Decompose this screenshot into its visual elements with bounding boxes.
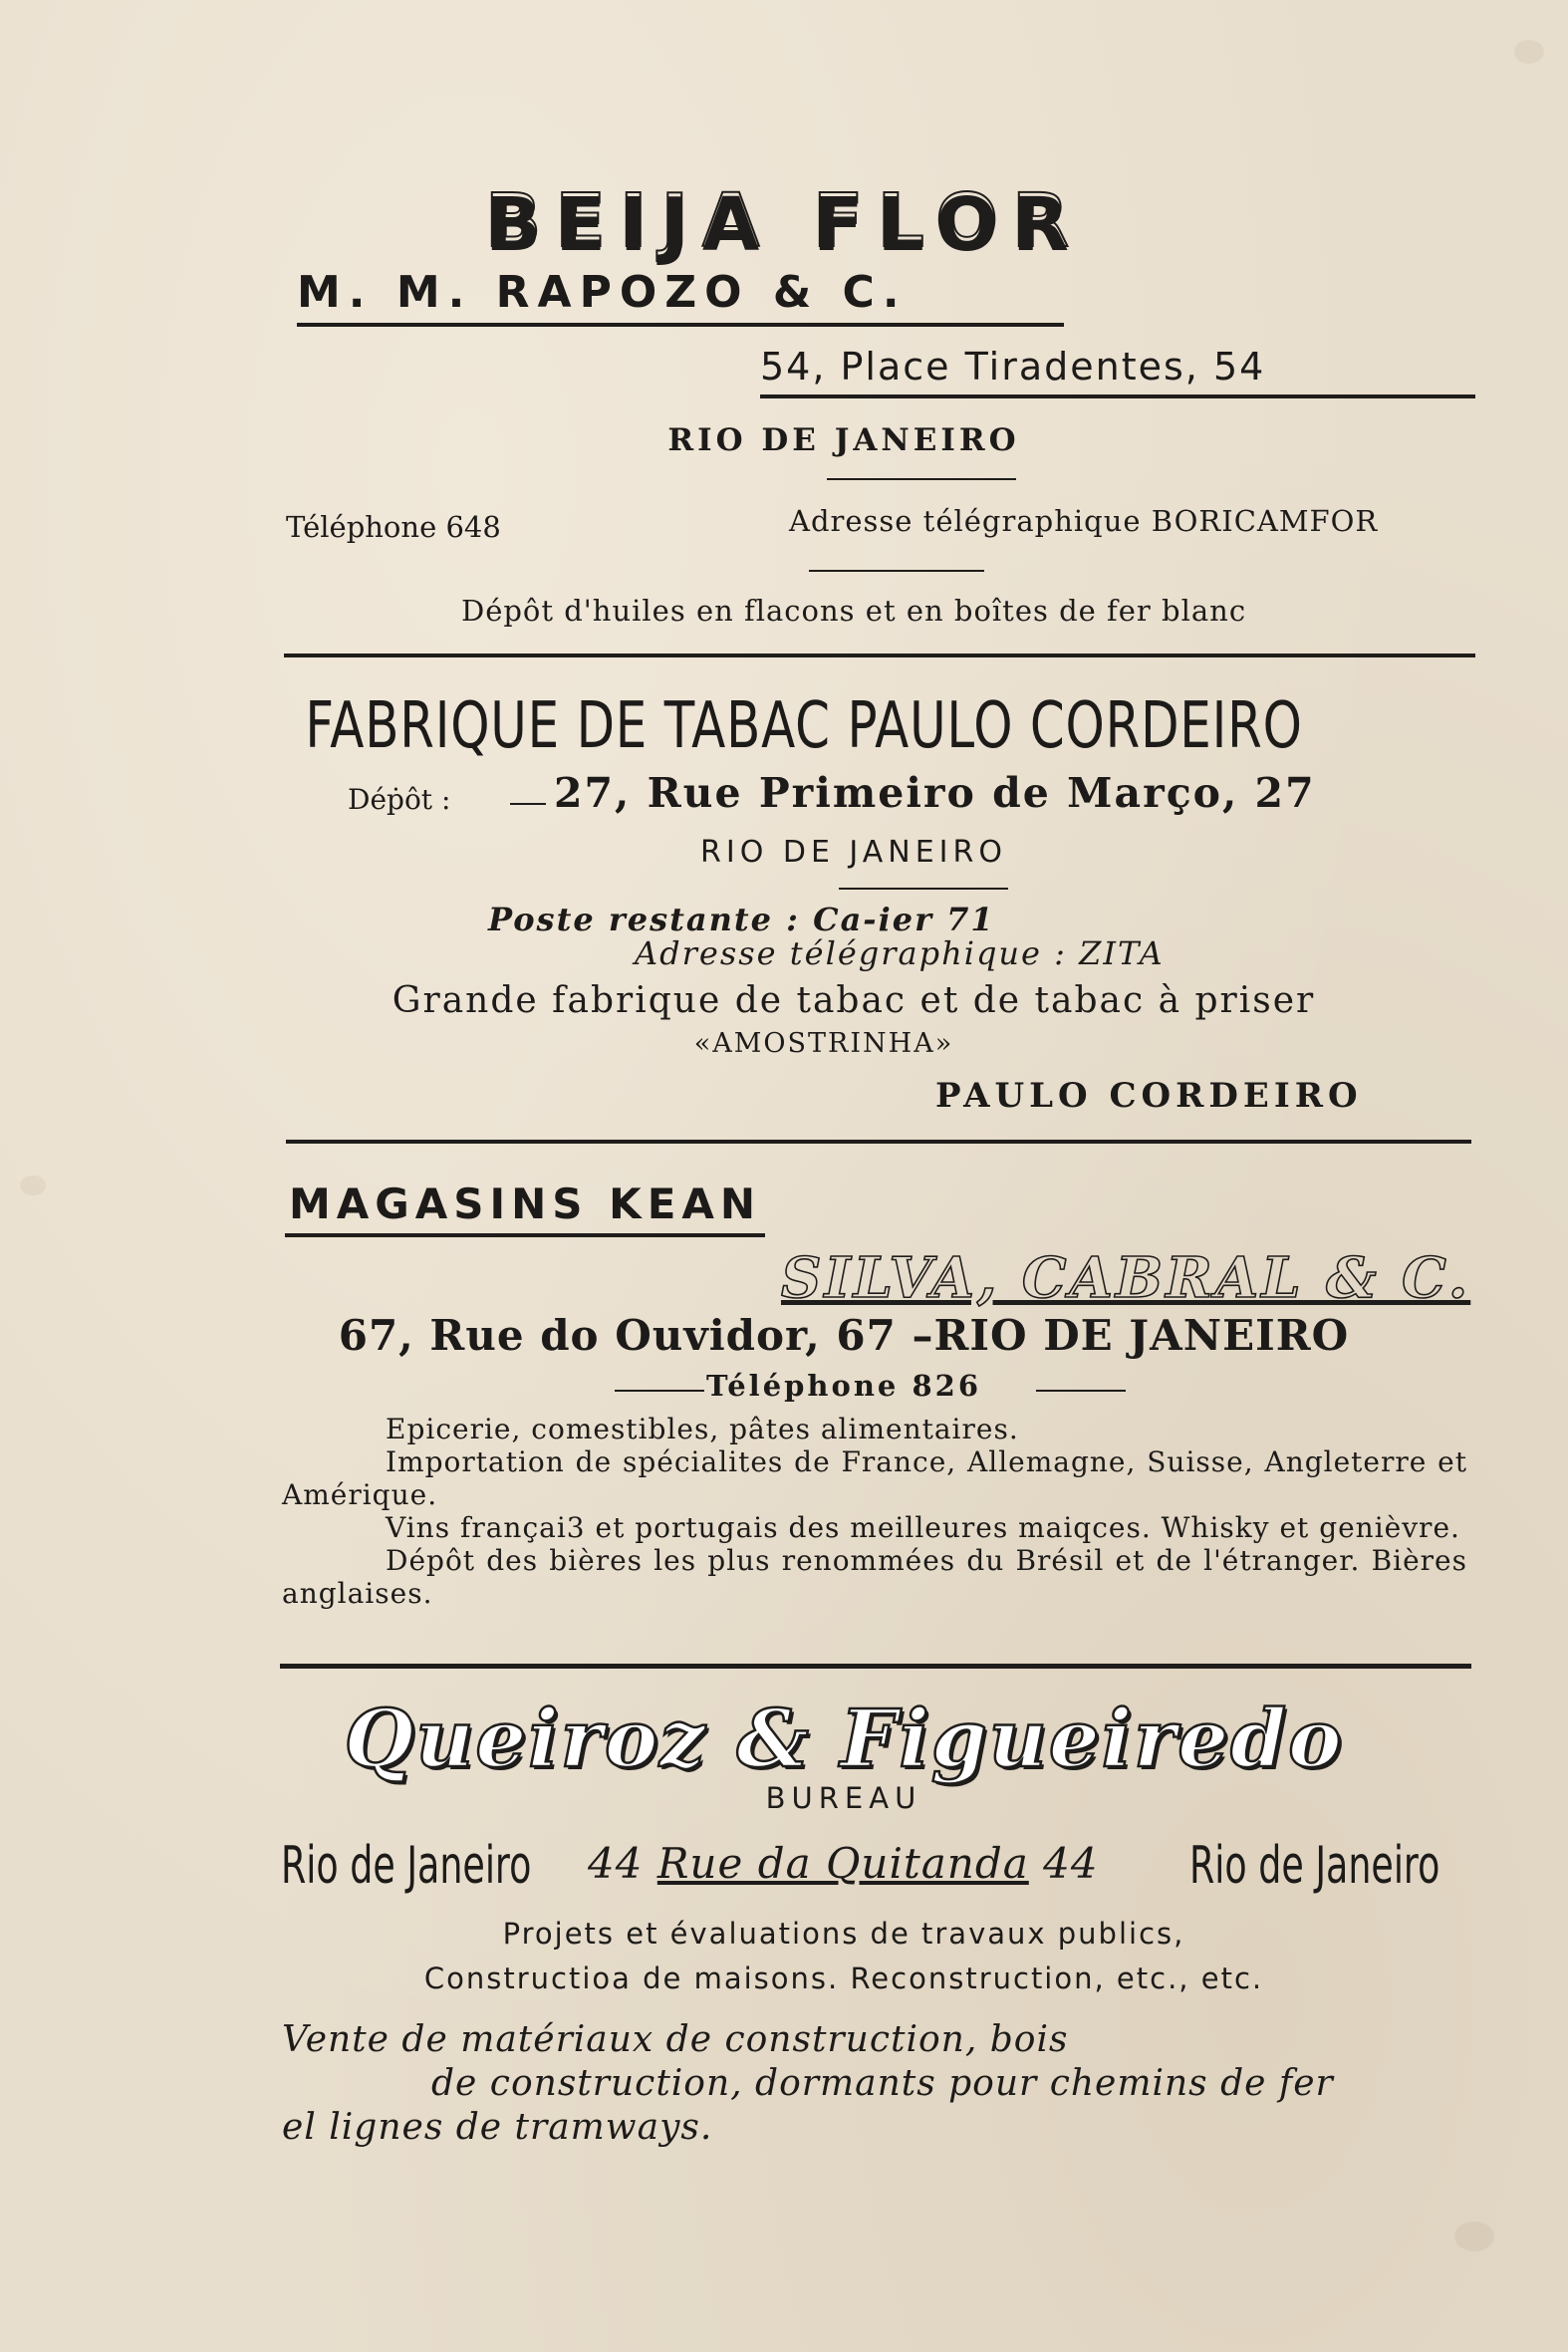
paper-stain [1454, 2221, 1494, 2251]
beija-flor-telephone: Téléphone 648 [286, 510, 501, 544]
leader-line [510, 803, 546, 805]
cordeiro-depot-label: Déṗôt : [348, 783, 451, 816]
cordeiro-telegraph: Adresse télégraphique : ZITA [635, 934, 1165, 972]
beija-flor-title: BEIJA FLOR [484, 178, 1083, 264]
beija-flor-city: RIO DE JANEIRO [667, 422, 1020, 458]
kean-underline [285, 1233, 765, 1237]
queiroz-bureau: BUREAU [765, 1781, 922, 1815]
kean-title: MAGASINS KEAN [289, 1179, 762, 1228]
queiroz-city-right: Rio de Janeiro [1189, 1836, 1440, 1896]
divider [827, 478, 1016, 480]
address-number: 44 [1043, 1839, 1099, 1888]
cordeiro-depot-address: 27, Rue Primeiro de Março, 27 [554, 769, 1316, 817]
kean-line: Epicerie, comestibles, pâtes alimentaires. [386, 1413, 1019, 1445]
rapozo-company: M. M. RAPOZO & C. [297, 267, 908, 318]
kean-line: Vins françai3 et portugais des meilleures maiqces. Whisky et genièvre. [386, 1511, 1460, 1544]
kean-line: Importation de spécialites de France, Allemagne, Suisse, Angleterre et Amérique. [282, 1445, 1467, 1511]
divider [839, 888, 1008, 890]
section-divider [284, 653, 1475, 657]
paper-stain [20, 1176, 46, 1195]
beija-flor-address: 54, Place Tiradentes, 54 [760, 345, 1266, 389]
cordeiro-brand: «AMOSTRINHA» [693, 1028, 954, 1059]
kean-company: SILVA, CABRAL & C. [781, 1245, 1471, 1311]
sale-line: Vente de matériaux de construction, bois [282, 2019, 1069, 2060]
kean-address: 67, Rue do Ouvidor, 67 –RIO DE JANEIRO [338, 1311, 1350, 1360]
queiroz-sale [282, 2018, 1334, 2150]
queiroz-address [588, 1839, 1099, 1888]
cordeiro-city: RIO DE JANEIRO [700, 835, 1007, 870]
paper-stain [1514, 40, 1544, 64]
kean-telephone: Téléphone 826 [705, 1369, 982, 1403]
beija-flor-depot: Dépôt d'huiles en flacons et en boîtes de fer blanc [460, 594, 1247, 628]
address-number: 44 [588, 1839, 644, 1888]
cordeiro-poste: Poste restante : Ca-ier 71 [488, 901, 995, 938]
sale-line: el lignes de tramways. [282, 2107, 713, 2148]
queiroz-services-2: Constructioa de maisons. Reconstruction, etc., etc. [423, 1961, 1264, 1995]
queiroz-city-left: Rio de Janeiro [281, 1836, 532, 1896]
queiroz-title: Queiroz & Figueiredo [344, 1692, 1344, 1785]
kean-description [282, 1413, 1467, 1610]
cordeiro-description: Grande fabrique de tabac et de tabac à priser [392, 980, 1316, 1021]
kean-line: Dépôt des bières les plus renommées du Brésil et de l'étranger. Bières anglaises. [282, 1544, 1467, 1610]
address-street: Rue da Quitanda [656, 1839, 1029, 1888]
cordeiro-title: FABRIQUE DE TABAC PAULO CORDEIRO [305, 689, 1303, 763]
section-divider [286, 1140, 1471, 1144]
sale-line: de construction, dormants pour chemins de fer [431, 2063, 1334, 2104]
queiroz-services-1: Projets et évaluations de travaux publics, [502, 1917, 1185, 1951]
beija-flor-telegraph: Adresse télégraphique BORICAMFOR [789, 504, 1379, 538]
section-divider [280, 1664, 1471, 1669]
cordeiro-signature: PAULO CORDEIRO [935, 1076, 1363, 1116]
rapozo-underline [297, 323, 1064, 327]
divider [809, 570, 984, 572]
address-underline [760, 394, 1475, 398]
